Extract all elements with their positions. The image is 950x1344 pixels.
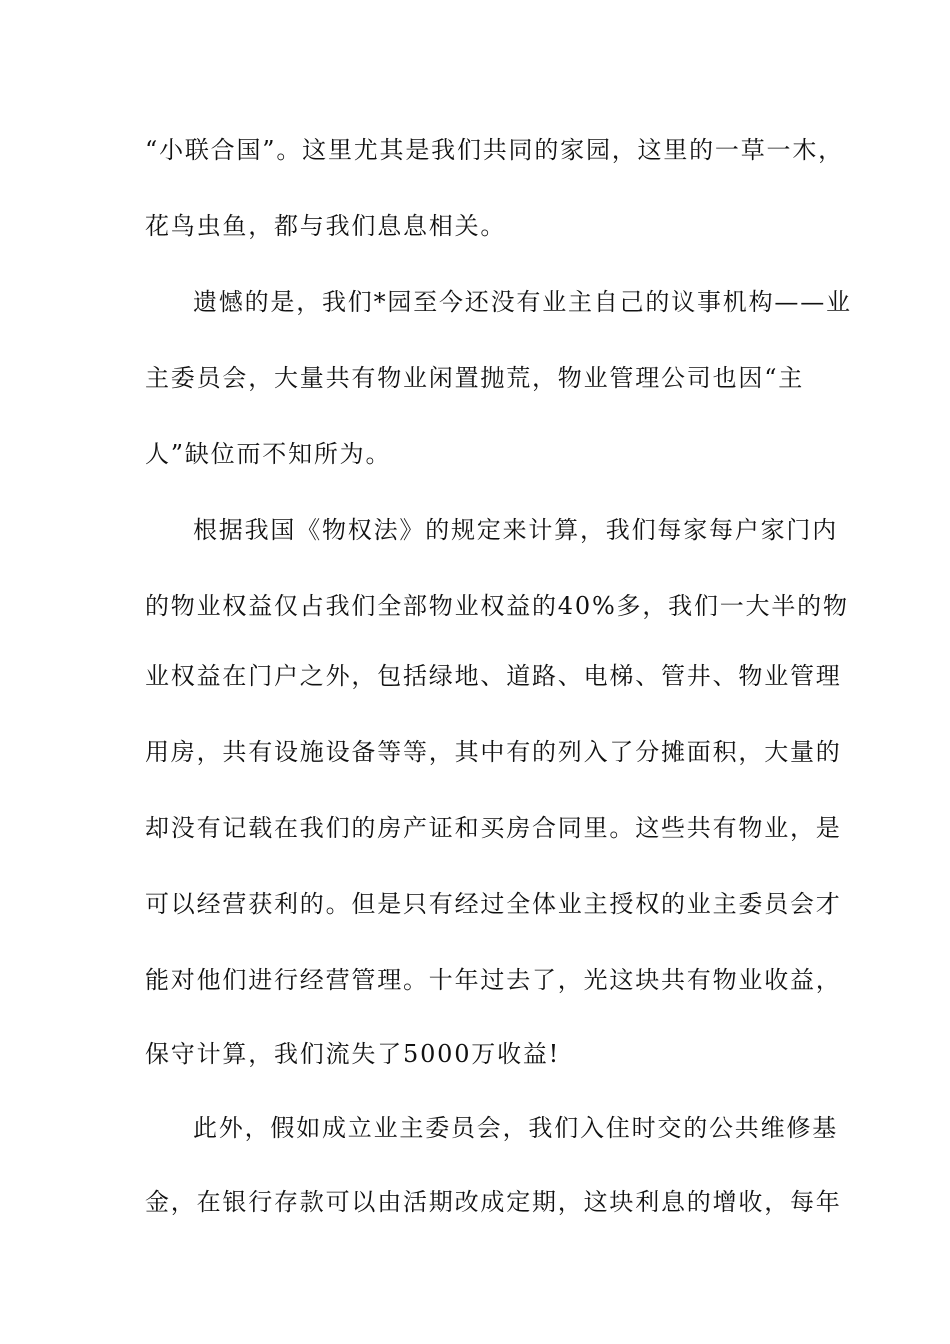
text-line: 却没有记载在我们的房产证和买房合同里。这些共有物业，是 [145,814,842,842]
text-line: 保守计算，我们流失了5000万收益! [145,1040,561,1068]
text-line: “小联合国”。这里尤其是我们共同的家园，这里的一草一木， [145,136,844,164]
paragraph-first-line: 此外，假如成立业主委员会，我们入住时交的公共维修基 [193,1114,838,1142]
paragraph-first-line: 遗憾的是，我们*园至今还没有业主自己的议事机构——业 [193,288,852,316]
text-line: 可以经营获利的。但是只有经过全体业主授权的业主委员会才 [145,890,842,918]
text-line: 的物业权益仅占我们全部物业权益的40%多，我们一大半的物 [145,592,849,620]
paragraph-first-line: 根据我国《物权法》的规定来计算，我们每家每户家门内 [193,516,838,544]
text-line: 能对他们进行经营管理。十年过去了，光这块共有物业收益， [145,966,842,994]
text-line: 主委员会，大量共有物业闲置抛荒，物业管理公司也因“主 [145,364,805,392]
text-line: 业权益在门户之外，包括绿地、道路、电梯、管井、物业管理 [145,662,842,690]
text-line: 人”缺位而不知所为。 [145,440,392,468]
text-line: 花鸟虫鱼，都与我们息息相关。 [145,212,507,240]
text-line: 用房，共有设施设备等等，其中有的列入了分摊面积，大量的 [145,738,842,766]
text-line: 金，在银行存款可以由活期改成定期，这块利息的增收，每年 [145,1188,842,1216]
